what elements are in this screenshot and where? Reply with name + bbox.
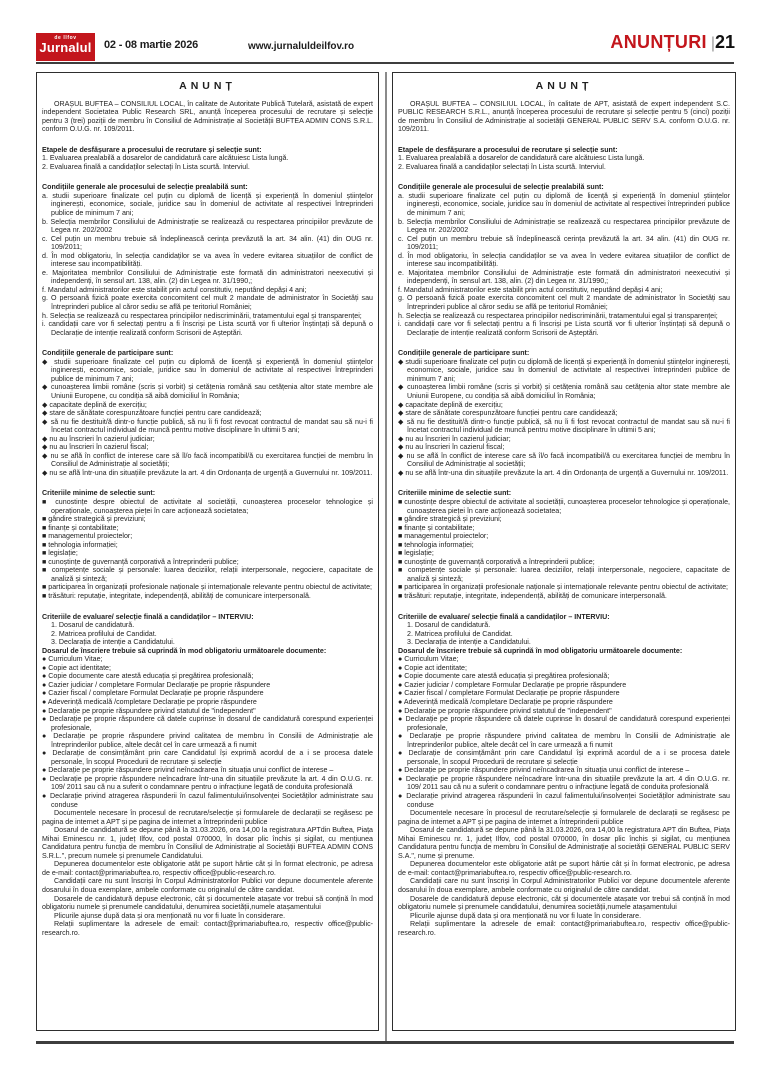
list-item: ● Declarație pe proprie răspundere că datele cuprinse în dosarul de candidatură corespund experienței profesionale, (398, 715, 730, 732)
list-item: b. Selecția membrilor Consiliului de Administrație se realizează cu respectarea principiilor prevăzute de Legea nr. 202/2002 (42, 217, 373, 235)
jurnalul-logo (36, 33, 95, 61)
list-item: ■ cunoștințe de guvernanță corporativă a întreprinderii publice; (42, 557, 239, 566)
list-item: ◆ studii superioare finalizate cel puțin cu diplomă de licență și experiență în domeniul științelor inginerești, economice, sociale, juridice sau în domeniul de activitate al respectivei întreprinderi publice de minimum 7 ani; (398, 357, 730, 383)
list-item: ◆ nu se află într-una din situațiile prevăzute la art. 4 din Ordonanța de urgență a Guvernului nr. 109/2011. (42, 468, 373, 477)
list-item: ◆ nu se află în conflict de interese care să îl/o facă incompatibil/ă cu exercitarea funcției de membru în Consiliul de Administrație al societății; (42, 451, 373, 469)
issue-date-range: 02 - 08 martie 2026 (104, 39, 199, 51)
list-item: ◆ să nu fie destituit/ă dintr-o funcție publică, să nu îi fi fost revocat contractul de mandat sau să nu-i fi încetat contractul individual de muncă pentru motive disciplinare în ultimii 5 ani; (398, 417, 730, 435)
section-heading: Dosarul de înscriere trebuie să cuprindă în mod obligatoriu următoarele documente: (398, 646, 683, 655)
list-item: ■ legislație; (398, 549, 434, 558)
list-item: ◆ nu au înscrieri în cazierul judiciar; (398, 434, 511, 443)
logo-text: Jurnalul (39, 40, 92, 55)
numbered-item: 1. Dosarul de candidatură. (407, 621, 491, 630)
list-item: ■ gândire strategică și previziuni; (42, 515, 146, 524)
list-item: ■ finanțe și contabilitate; (398, 523, 475, 532)
section-heading: Criteriile minime de selectie sunt: (42, 489, 156, 498)
list-item: ■ trăsături: reputație, integritate, independență, abilități de comunicare interpersonală. (42, 591, 311, 600)
list-item: ■ tehnologia informației; (42, 540, 118, 549)
section-heading: Criteriile de evaluare/ selecție finală a candidaților – INTERVIU: (42, 612, 254, 621)
paragraph: Dosarele de candidatură depuse electronic, cât și documentele atașate vor trebui să conțină în mod obligatoriu numele și prenumele candidatului, denumirea societății,numele atașamentului (398, 894, 730, 912)
list-item: ■ participarea în organizații profesionale naționale și internaționale relevante pentru obiectul de activitate; (398, 583, 729, 592)
paragraph: Depunerea documentelor este obligatorie atât pe suport hârtie cât și în format electronic, pe adresa de e-mail: contact@primariabuftea.ro, respectiv office@public-research.ro. (398, 860, 730, 877)
section-header (610, 32, 735, 53)
list-item: g. O persoană fizică poate exercita concomitent cel mult 2 mandate de administrator în Societăți sau întreprinderi publice al căror sediu se află pe teritoriul României; (42, 294, 373, 312)
list-item: ◆ studii superioare finalizate cel puțin cu diplomă de licență și experiență în domeniul științelor inginerești, economice, sociale, juridice sau în domeniul de activitate al respectivei întreprinderi publice de minimum 7 ani; (42, 357, 373, 383)
list-item: a. studii superioare finalizate cel puțin cu diplomă de licență și experiență în domeniul științelor inginerești, economice, sociale, juridice sau în domeniul de activitate al respectivei întreprinderi publice de minimum 7 ani; (42, 191, 373, 218)
list-item: ◆ nu au înscrieri în cazierul fiscal; (42, 443, 149, 452)
paragraph: Relații suplimentare la adresele de email: contact@primariabuftea.ro, respectiv office@public-research.ro. (398, 920, 730, 937)
list-item: c. Cel puțin un membru trebuie să îndeplinească cerința prevăzută la art. 34 alin. (41) din OUG nr. 109/2011; (42, 234, 373, 252)
list-item: ● Cazier fiscal / completare Formulat Declarație pe proprie răspundere (398, 689, 620, 698)
announcement-title: ANUNȚ (535, 80, 593, 92)
footer-rule (36, 1041, 734, 1044)
list-item: f. Mandatul administratorilor este stabilit prin actul constitutiv, neputând depăși 4 ani; (42, 285, 307, 294)
list-item: ■ participarea în organizații profesionale naționale și internaționale relevante pentru obiectul de activitate; (42, 583, 373, 592)
website-url: www.jurnaluldeilfov.ro (248, 41, 355, 52)
list-item: ● Adeverință medicală /completare Declarație pe proprie răspundere (398, 698, 613, 706)
list-item: f. Mandatul administratorilor este stabilit prin actul constitutiv, neputând depăși 4 ani; (398, 285, 663, 294)
list-item: ● Declarație privind atragerea răspunderii în cazul falimentului/insolvenței Societăților administrate sau conduse (42, 792, 373, 809)
numbered-item: 3. Declarația de intenție a Candidatului. (407, 638, 531, 647)
list-item: ● Copie act identitate; (42, 663, 111, 672)
list-item: ● Curriculum Vitae; (42, 655, 103, 664)
list-item: 2. Evaluarea finală a candidaților selectați în Lista scurtă. Interviul. (398, 162, 606, 171)
list-item: ● Copie documente care atestă educația și pregătirea profesională; (398, 672, 610, 681)
numbered-item: 2. Matricea profilului de Candidat. (51, 629, 157, 638)
list-item: h. Selecția se realizează cu respectarea principiilor nediscriminării, tratamentului egal și transparenței; (398, 311, 718, 320)
list-item: ● Copie act identitate; (398, 663, 467, 672)
section-heading: Condițiile generale ale procesului de selecție prealabilă sunt: (398, 183, 604, 192)
list-item: ◆ stare de sănătate corespunzătoare funcției pentru care candidează; (398, 409, 618, 418)
list-item: g. O persoană fizică poate exercita concomitent cel mult 2 mandate de administrator în Societăți sau întreprinderi publice al căror sediu se află pe teritoriul României; (398, 294, 730, 312)
list-item: ◆ capacitate deplină de exercițiu; (398, 400, 503, 409)
list-item: ● Declarație pe proprie răspundere privind neîncadrarea în situația unui conflict de interese – (42, 766, 334, 775)
list-item: ◆ stare de sănătate corespunzătoare funcției pentru care candidează; (42, 409, 262, 418)
list-item: ● Declarație pe proprie răspundere neîncadrare într-una din situațiile prevăzute la art. 4 din O.U.G. nr. 109/ 2011 sau că nu a suferit o condamnare pentru o infracțiune legată de conduita profesională (42, 774, 373, 792)
list-item: c. Cel puțin un membru trebuie să îndeplinească cerința prevăzută la art. 34 alin. (41) din OUG nr. 109/2011; (398, 234, 730, 252)
numbered-item: 1. Dosarul de candidatură. (51, 621, 135, 630)
list-item: ◆ nu se află în conflict de interese care să îl/o facă incompatibil/ă cu exercitarea funcției de membru în Consiliul de Administrație al societății; (398, 451, 730, 469)
paragraph: Dosarul de candidatură se depune până la 31.03.2026, ora 14,00 la registratura APT din Buftea, Piața Mihai Eminescu nr. 1, județ Ilfov, cod postal 070000, în dosar plic închis și sigilat, cu mențiunea Candidatura pentru funcția de membru în Consiliul de Administrație al societății GENERAL PUBLIC SERV S.A.", nume și prenume. (398, 826, 730, 860)
list-item: ● Curriculum Vitae; (398, 655, 459, 664)
list-item: ■ legislație; (42, 549, 78, 558)
list-item: ● Declarație de consimțământ prin care Candidatul își exprimă acordul de a i se procesa datele personale, în scopul Procedurii de recrutare și selecție (42, 749, 373, 766)
paragraph: Dosarul de candidatură se depune până la 31.03.2026, ora 14,00 la registratura APTdin Buftea, Piața Mihai Eminescu nr. 1, județ Ilfov, cod postal 070000, în dosar plic închis și sigilat, cu mențiunea Candidatura pentru funcția de membru în Consiliul de Administrație al Societății BUFTEA ADMIN CONS S.R.L.", precum numele și prenumele Candidatului. (42, 826, 373, 860)
list-item: ● Declarație pe proprie răspundere privind neîncadrarea în situația unui conflict de interese – (398, 766, 690, 775)
paragraph: Depunerea documentelor este obligatorie atât pe suport hârtie cât și în format electronic, pe adresa de e-mail: contact@primariabuftea.ro, respectiv office@public-research.ro. (42, 860, 373, 877)
list-item: ◆ nu se află într-una din situațiile prevăzute la art. 4 din Ordonanța de urgență a Guvernului nr. 109/2011. (398, 468, 729, 477)
paragraph: Documentele necesare în procesul de recrutare/selecție și formularele de declarații se regăsesc pe pagina de internet a APT și pe pagina de internet a întreprinderii publice (398, 809, 730, 826)
list-item: ■ cunoștințe de guvernanță corporativă a întreprinderii publice; (398, 557, 595, 566)
numbered-item: 3. Declarația de intenție a Candidatului. (51, 638, 175, 647)
list-item: ● Declarație pe proprie răspundere privind calitatea de membru în Consilii de Administrație ale întreprinderilor publice, altele decât cel în care urmează a fi numit (398, 732, 730, 749)
section-heading: Etapele de desfășurare a procesului de recrutare și selecție sunt: (398, 145, 618, 154)
list-item: 2. Evaluarea finală a candidaților selectați în Lista scurtă. Interviul. (42, 162, 250, 171)
list-item: e. Majoritatea membrilor Consiliului de Administrație este formată din administratori neexecutivi și independenți, în sensul art. 138, alin. (2) din Legea nr. 31/1990,; (42, 268, 373, 286)
paragraph: Plicurile ajunse după data și ora menționată nu vor fi luate în considerare. (54, 911, 286, 920)
paragraph: Dosarele de candidatură depuse electronic, cât și documentele atașate vor trebui să conțină în mod obligatoriu numele și prenumele candidatului, denumirea societății,numele atașamentului (42, 894, 373, 912)
page-number-separator: | (710, 35, 715, 52)
list-item: ◆ cunoașterea limbii române (scris și vorbit) și cetățenia română sau cetățenia altor state membre ale Uniunii Europene, cu condiția să aibă domiciliul în România; (42, 383, 373, 400)
list-item: ■ trăsături: reputație, integritate, independență, abilități de comunicare interpersonală. (398, 591, 667, 600)
section-heading: Condițiile generale de participare sunt: (398, 349, 530, 358)
list-item: ◆ cunoașterea limbii române (scris și vorbit) și cetățenia română sau cetățenia altor state membre ale Uniunii Europene, cu condiția să aibă domiciliul în România; (398, 383, 730, 400)
section-heading: Etapele de desfășurare a procesului de recrutare și selecție sunt: (42, 145, 262, 154)
column-divider (385, 72, 387, 1041)
list-item: ◆ capacitate deplină de exercițiu; (42, 400, 147, 409)
section-heading: Criteriile de evaluare/ selecție finală a candidaților – INTERVIU: (398, 612, 610, 621)
list-item: ● Declarație privind atragerea răspunderii în cazul falimentului/insolvenței Societăților administrate sau conduse (398, 792, 730, 809)
list-item: ■ competențe sociale și personale: luarea deciziilor, relații interpersonale, negociere, capacitate de analiză și sinteză; (398, 566, 730, 583)
numbered-item: 2. Matricea profilului de Candidat. (407, 629, 513, 638)
list-item: ● Declarație pe proprie răspundere privind statutul de "independent" (42, 706, 256, 715)
paragraph: Plicurile ajunse după data și ora menționată nu vor fi luate în considerare. (410, 911, 642, 920)
paragraph: Relații suplimentare la adresele de email: contact@primariabuftea.ro, respectiv office@public-research.ro. (42, 920, 373, 937)
list-item: e. Majoritatea membrilor Consiliului de Administrație este formată din administratori neexecutivi și independenți, în sensul art. 138, alin. (2) din Legea nr. 31/1990,; (398, 268, 730, 286)
list-item: ◆ nu au înscrieri în cazierul fiscal; (398, 443, 505, 452)
list-item: ● Declarație pe proprie răspundere privind calitatea de membru în Consilii de Administrație ale întreprinderilor publice, altele decât cel în care urmează a fi numit (42, 732, 373, 749)
section-heading: Condițiile generale de participare sunt: (42, 349, 174, 358)
list-item: 1. Evaluarea prealabilă a dosarelor de candidatură care alcătuiesc Lista lungă. (42, 154, 289, 163)
list-item: d. În mod obligatoriu, în selecția candidaților se va avea în vedere evitarea situațiilor de conflict de interese sau incompatibilități. (398, 251, 730, 269)
list-item: ● Copie documente care atestă educația și pregătirea profesională; (42, 672, 254, 681)
list-item: ■ managementul proiectelor; (398, 532, 489, 541)
list-item: d. În mod obligatoriu, în selecția candidaților se va avea în vedere evitarea situațiilor de conflict de interese sau incompatibilități. (42, 251, 373, 269)
announcement-title: ANUNȚ (179, 80, 236, 92)
list-item: ■ cunostințe despre obiectul de activitate al societății, cunoașterea proceselor tehnologice și operaționale, cunoașterea pieței în care acționează societatea; (42, 497, 373, 515)
list-item: ● Declarație pe proprie răspundere că datele cuprinse în dosarul de candidatură corespund experienței profesionale, (42, 715, 373, 732)
list-item: a. studii superioare finalizate cel puțin cu diplomă de licență și experiență în domeniul științelor inginerești, economice, sociale, juridice sau în domeniul de activitate al respectivei întreprinderi publice de minimum 7 ani; (398, 191, 730, 218)
list-item: ■ cunostințe despre obiectul de activitate al societății, cunoașterea proceselor tehnologice și operaționale, cunoașterea pieței în care acționează societatea; (398, 497, 730, 515)
announcement-right (392, 72, 736, 1031)
list-item: ● Declarație pe proprie răspundere privind statutul de "independent" (398, 706, 612, 715)
section-heading: Dosarul de înscriere trebuie să cuprindă în mod obligatoriu următoarele documente: (42, 646, 327, 655)
list-item: ● Cazier fiscal / completare Formulat Declarație pe proprie răspundere (42, 689, 264, 698)
section-heading: Condițiile generale ale procesului de selecție prealabilă sunt: (42, 183, 248, 192)
announcement-left (36, 72, 379, 1031)
list-item: ■ competențe sociale și personale: luarea deciziilor, relații interpersonale, negociere, capacitate de analiză și sinteză; (42, 566, 373, 583)
list-item: ■ gândire strategică și previziuni; (398, 515, 502, 524)
list-item: b. Selecția membrilor Consiliului de Administrație se realizează cu respectarea principiilor prevăzute de Legea nr. 202/2002 (398, 217, 730, 235)
list-item: 1. Evaluarea prealabilă a dosarelor de candidatură care alcătuiesc Lista lungă. (398, 154, 645, 163)
section-heading: Criteriile minime de selectie sunt: (398, 489, 512, 498)
list-item: ◆ să nu fie destituit/ă dintr-o funcție publică, să nu îi fi fost revocat contractul de mandat sau să nu-i fi încetat contractul individual de muncă pentru motive disciplinare în ultimii 5 ani; (42, 417, 373, 435)
list-item: ● Cazier judiciar / completare Formular Declarație pe proprie răspundere (42, 680, 271, 689)
list-item: i. candidații care vor fi selectați pentru a fi înscriși pe Lista scurtă vor fi ulterior înștințați să depună o Declarație de intenție realizată conform Scrisorii de Așteptări. (42, 320, 373, 337)
paragraph: Documentele necesare în procesul de recrutare/selecție și formularele de declarații se regăsesc pe pagina de internet a APT și pe pagina de internet a întreprinderii publice (42, 809, 373, 826)
section-label: ANUNȚURI (610, 32, 707, 52)
list-item: ■ finanțe și contabilitate; (42, 523, 119, 532)
page-number: 21 (714, 32, 735, 52)
list-item: ● Cazier judiciar / completare Formular Declarație pe proprie răspundere (398, 680, 627, 689)
list-item: i. candidații care vor fi selectați pentru a fi înscriși pe Lista scurtă vor fi ulterior înștințați să depună o Declarație de intenție realizată conform Scrisorii de Așteptări. (398, 320, 730, 337)
paragraph: Candidații care nu sunt înscriși în Corpul Administratorilor Publici vor depune documentele aferente dosarului în doua exemplare, ambele conformate cu originalul de către candidat. (42, 877, 373, 895)
list-item: ● Declarație pe proprie răspundere neîncadrare într-una din situațiile prevăzute la art. 4 din O.U.G. nr. 109/ 2011 sau că nu a suferit o condamnare pentru o infracțiune legată de conduita profesională (398, 774, 730, 792)
header-rule (36, 62, 734, 64)
list-item: ◆ nu au înscrieri în cazierul judiciar; (42, 434, 155, 443)
list-item: ● Adeverință medicală /completare Declarație pe proprie răspundere (42, 698, 257, 706)
list-item: ● Declarație de consimțământ prin care Candidatul își exprimă acordul de a i se procesa datele personale, în scopul Procedurii de recrutare și selecție (398, 749, 730, 766)
list-item: ■ managementul proiectelor; (42, 532, 133, 541)
logo-tagline: de Ilfov (54, 35, 77, 41)
paragraph: ORAȘUL BUFTEA – CONSILIUL LOCAL, în calitate de APT, asistată de expert independent S.C. PUBLIC RESEARCH S.R.L., anunță începerea procesului de recrutare și selecție pentru 5 (cinci) poziții de membru în Consiliul de Administrație al societății GENERAL PUBLIC SERV S.A. conform O.U.G. nr. 109/2011. (398, 99, 730, 134)
list-item: ■ tehnologia informației; (398, 540, 474, 549)
list-item: h. Selecția se realizează cu respectarea principiilor nediscriminării, tratamentului egal și transparenței; (42, 311, 362, 320)
paragraph: ORAȘUL BUFTEA – CONSILIUL LOCAL, în calitate de Autoritate Publică Tutelară, asistată de expert independent Societatea Public Research SRL, anunță începerea procesului de recrutare și selecție pentru 3 (trei) poziții de membru în Consiliul de Administrație al Societății BUFTEA ADMIN CONS S.R.L. conform O.U.G. nr. 109/2011. (42, 99, 373, 134)
paragraph: Candidații care nu sunt înscriși în Corpul Administratorilor Publici vor depune documentele aferente dosarului în doua exemplare, ambele conformate cu originalul de către candidat. (398, 877, 730, 895)
